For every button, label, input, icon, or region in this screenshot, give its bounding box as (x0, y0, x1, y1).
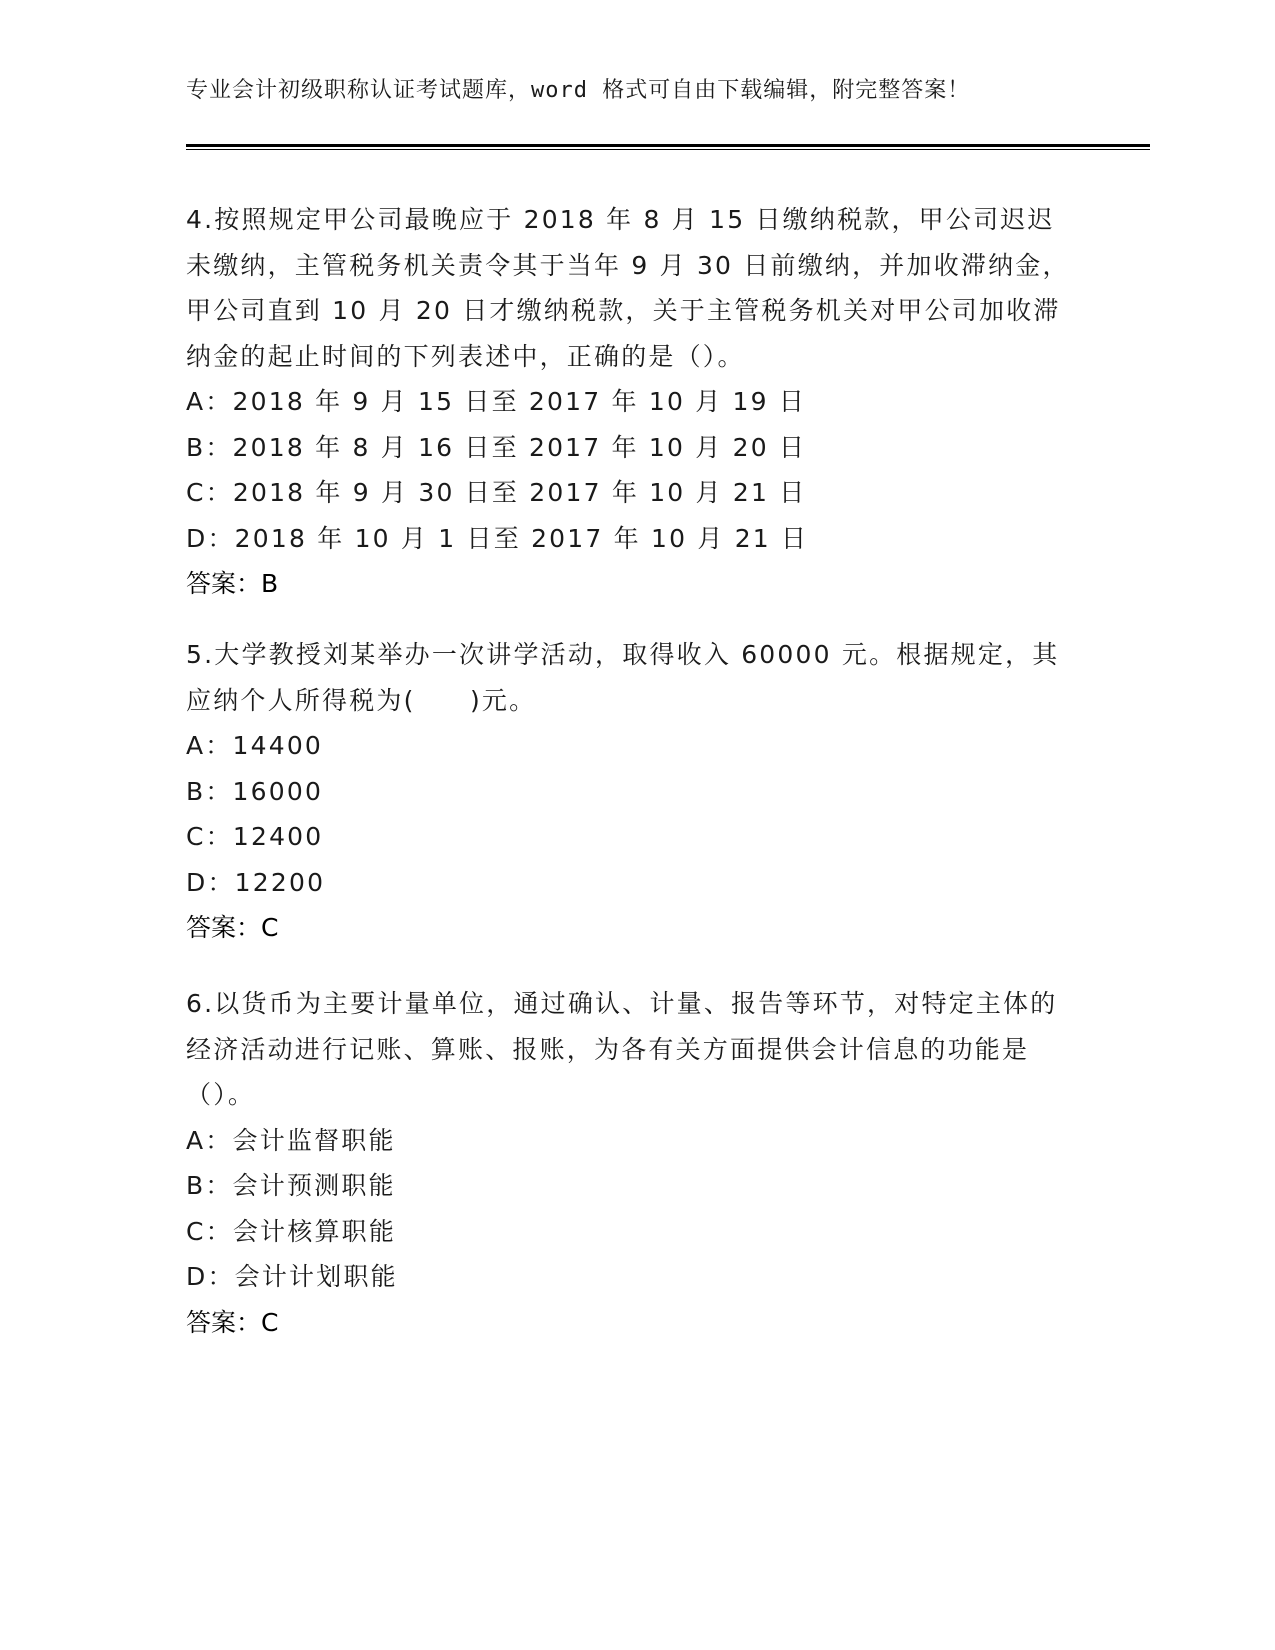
header-rule-thick (186, 144, 1150, 147)
question-6 (186, 981, 1076, 1345)
answer: 答案：C (186, 913, 279, 942)
option-a: A：14400 (186, 731, 324, 760)
answer: 答案：B (186, 569, 279, 598)
question-text: 5.大学教授刘某举办一次讲学活动，取得收入 60000 元。根据规定，其应纳个人所得税为( )元。 (186, 640, 1060, 715)
option-b: B：会计预测职能 (186, 1171, 396, 1200)
option-a: A：2018 年 9 月 15 日至 2017 年 10 月 19 日 (186, 387, 807, 416)
option-b: B：16000 (186, 776, 324, 806)
question-4 (186, 197, 1076, 607)
document-header: 专业会计初级职称认证考试题库，word 格式可自由下载编辑，附完整答案！ (186, 78, 971, 103)
question-text: 6.以货币为主要计量单位，通过确认、计量、报告等环节，对特定主体的经济活动进行记账、算账、报账，为各有关方面提供会计信息的功能是（）。 (186, 989, 1058, 1109)
option-b: B：2018 年 8 月 16 日至 2017 年 10 月 20 日 (186, 432, 807, 462)
option-c: C：会计核算职能 (186, 1216, 397, 1246)
option-d: D：会计计划职能 (186, 1262, 398, 1291)
option-c: C：2018 年 9 月 30 日至 2017 年 10 月 21 日 (186, 478, 807, 507)
question-text: 4.按照规定甲公司最晚应于 2018 年 8 月 15 日缴纳税款，甲公司迟迟未缴纳，主管税务机关责令其于当年 9 月 30 日前缴纳，并加收滞纳金，甲公司直到 10 月 20 日才缴纳税款，关于主管税务机关对甲公司加收滞纳金的起止时间的下列表述中，正确的是（）。 (186, 205, 1070, 371)
option-c: C：12400 (186, 822, 324, 851)
option-d: D：12200 (186, 867, 326, 897)
header-rule-thin (186, 149, 1150, 150)
option-a: A：会计监督职能 (186, 1125, 396, 1155)
option-d: D：2018 年 10 月 1 日至 2017 年 10 月 21 日 (186, 523, 809, 553)
answer: 答案：C (186, 1307, 279, 1337)
question-5 (186, 632, 1076, 951)
